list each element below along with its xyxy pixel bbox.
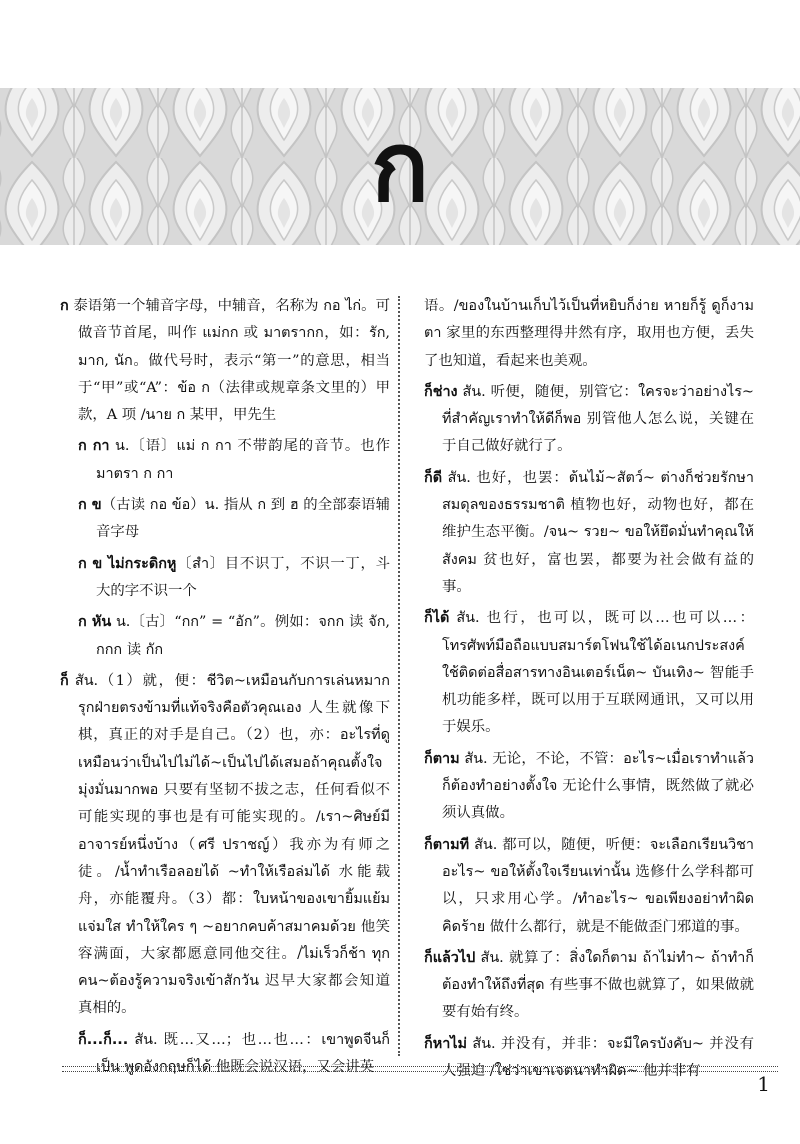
dictionary-entry bbox=[424, 605, 754, 741]
page-number: 1 bbox=[757, 1072, 770, 1096]
section-banner bbox=[0, 88, 800, 245]
entry-headword: ก็แล้วไป bbox=[424, 949, 476, 966]
left-column bbox=[60, 293, 390, 1081]
entry-headword: ก็ได้ bbox=[424, 610, 450, 627]
entry-headword: ก็ดี bbox=[424, 469, 443, 486]
right-column bbox=[424, 293, 754, 1085]
dictionary-entry bbox=[424, 1031, 754, 1086]
entry-definition: （古读 กอ ข้อ）น. 指从 ก 到 ฮ 的全部泰语辅音字母 bbox=[96, 497, 390, 541]
entry-definition: สัน. 既…又…；也…也…：เขาพูดจีนก็เป็น พูดอังกฤษก็ได้ 他既会说汉语，又会讲英 bbox=[96, 1031, 390, 1076]
dictionary-entry bbox=[60, 1027, 390, 1082]
entry-definition: 泰语第一个辅音字母，中辅音，名称为 กอ ไก่。可做音节首尾，叫作 แม่กก 或 มาตรากก，如：รัก, มาก, นัก。做代号时，表示“第一”的意思，相当于“甲”或“A”：ข้อ ก（法律或规章条文里的）甲款，A 项 /นาย ก 某甲，甲先生 bbox=[68, 298, 390, 424]
entry-definition: สัน. 听便，随便，别管它：ใครจะว่าอย่างไร~ ที่สำคัญเราทำให้ดีก็พอ 别管他人怎么说，关键在于自己做好就行了。 bbox=[442, 383, 754, 455]
dictionary-entry bbox=[424, 832, 754, 941]
entry-definition: สัน. 也行，也可以，既可以…也可以…：โทรศัพท์มือถือแบบสมาร์ตโฟนใช้ได้อเนกประสงค์ ใช้ติดต่อสื่อสารทางอินเตอร์เน็ต~ บันเทิง~ 智能手机功能多样，既可以用于互联网通讯，又可以用于娱乐。 bbox=[442, 610, 754, 736]
dictionary-entry bbox=[424, 293, 754, 375]
entry-headword: ก ข ไม่กระดิกหู bbox=[78, 555, 177, 572]
dictionary-entry bbox=[60, 293, 390, 429]
entry-headword: ก็ตาม bbox=[424, 750, 460, 767]
entry-definition: น.〔语〕แม่ ก กา 不带韵尾的音节。也作 มาตรา ก กา bbox=[96, 438, 390, 482]
dictionary-entry bbox=[424, 746, 754, 828]
entry-definition: สัน. 无论，不论，不管：อะไร~เมื่อเราทำแล้วก็ต้องทำอย่างตั้งใจ 无论什么事情，既然做了就必须认真做。 bbox=[442, 750, 754, 822]
entry-definition: สัน. 并没有，并非：จะมีใครบังคับ~ 并没有人强迫 /ใช่ว่าเขาเจตนาทำผิด~ 他并非有 bbox=[442, 1035, 754, 1080]
entry-headword: ก กา bbox=[78, 438, 110, 455]
dictionary-entry bbox=[424, 945, 754, 1027]
dictionary-entry bbox=[60, 668, 390, 1023]
entry-definition: สัน. 就算了：สิ่งใดก็ตาม ถ้าไม่ทำ~ ถ้าทำก็ต้องทำให้ถึงที่สุด 有些事不做也就算了，如果做就要有始有终。 bbox=[442, 949, 754, 1021]
entry-definition: สัน. 都可以，随便，听便：จะเลือกเรียนวิชาอะไร~ ขอให้ตั้งใจเรียนเท่านั้น 选修什么学科都可以，只求用心学。/ทำอะไร~ ขอเพียงอย่าทำผิดคิดร้าย 做什么都行，就是不能做歪门邪道的事。 bbox=[442, 836, 754, 935]
entry-headword: ก็ช่าง bbox=[424, 383, 458, 400]
dictionary-entry bbox=[60, 609, 390, 664]
dictionary-entry bbox=[424, 465, 754, 601]
entry-definition: น.〔古〕“กก” = “อัก”。例如：จกก 读 จัก, กกก 读 กัก bbox=[96, 614, 390, 658]
dictionary-entry bbox=[60, 433, 390, 488]
dictionary-entry bbox=[424, 379, 754, 461]
entry-headword: ก หัน bbox=[78, 614, 112, 631]
entry-headword: ก็...ก็... bbox=[78, 1031, 129, 1048]
dictionary-entry bbox=[60, 492, 390, 547]
entry-headword: ก็ bbox=[60, 672, 69, 689]
entry-definition: 〔สำ〕目不识丁，不识一丁，斗大的字不识一个 bbox=[96, 555, 390, 599]
entry-definition: 语。/ของในบ้านเก็บไว้เป็นที่หยิบก็ง่าย หายก็รู้ ดูก็งามตา 家里的东西整理得井然有序，取用也方便，丢失了也知道，看起来也美观。 bbox=[424, 298, 754, 369]
entry-definition: สัน. 也好，也罢：ต้นไม้~สัตว์~ ต่างก็ช่วยรักษาสมดุลของธรรมชาติ 植物也好，动物也好，都在维护生态平衡。/จน~ รวย~ ขอให้ยึดมั่นทำคุณให้สังคม 贫也好，富也罢，都要为社会做有益的事。 bbox=[442, 469, 754, 595]
dictionary-entry bbox=[60, 551, 390, 606]
footer-rule bbox=[62, 1066, 778, 1072]
section-letter: ก bbox=[370, 110, 430, 223]
entry-headword: ก ข bbox=[78, 497, 102, 514]
entry-headword: ก bbox=[60, 298, 69, 314]
column-divider bbox=[398, 296, 400, 1056]
entry-headword: ก็ตามที bbox=[424, 836, 470, 853]
entry-headword: ก็หาไม่ bbox=[424, 1035, 468, 1052]
entry-definition: สัน.（1）就，便：ชีวิต~เหมือนกับการเล่นหมากรุกฝ่ายตรงข้ามที่แท้จริงคือตัวคุณเอง 人生就像下棋，真正的对手是自己。（2）也，亦：อะไรที่ดูเหมือนว่าเป็นไปไม่ได้~เป็นไปได้เสมอถ้าคุณตั้งใจมุ่งมั่นมากพอ 只要有坚韧不拔之志，任何看似不可能实现的事也是有可能实现的。/เรา~ศิษย์มีอาจารย์หนึ่งบ้าง（ศรี ปราชญ์）我亦为有师之徒。/น้ำทำเรือลอยได้ ~ทำให้เรือล่มได้ 水能载舟，亦能覆舟。（3）都：ใบหน้าของเขายิ้มแย้มแจ่มใส ทำให้ใคร ๆ ~อยากคบค้าสมาคมด้วย 他笑容满面，大家都愿意同他交往。/ไม่เร็วก็ช้า ทุกคน~ต้องรู้ความจริงเข้าสักวัน 迟早大家都会知道真相的。 bbox=[68, 672, 390, 1017]
